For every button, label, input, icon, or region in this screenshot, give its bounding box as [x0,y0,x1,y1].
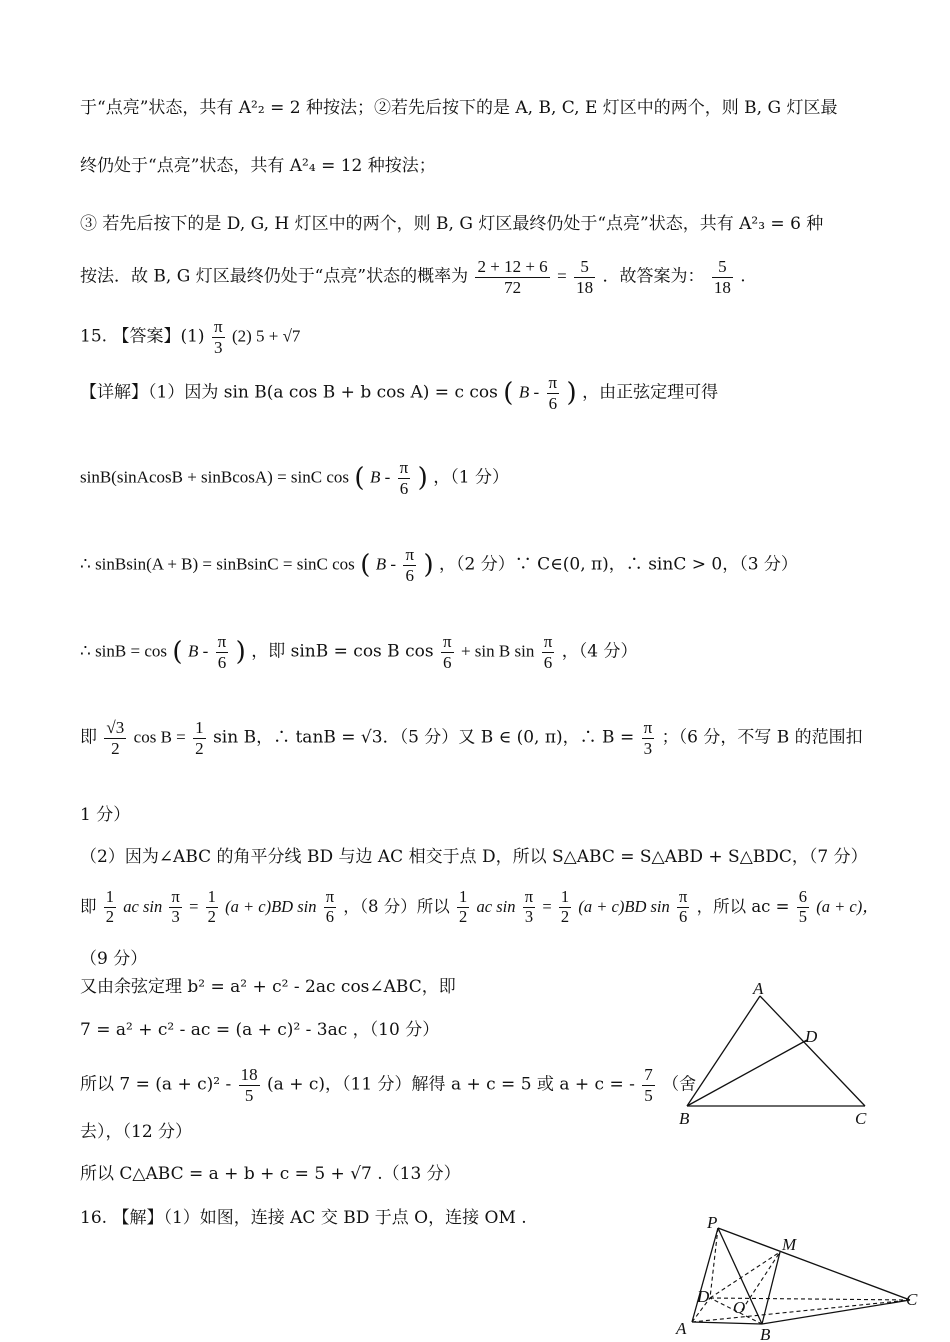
label-p: P [707,1213,718,1232]
text-segment: 按法．故 B, G 灯区最终仍处于“点亮”状态的概率为 [80,266,469,287]
edge-pd [710,1228,718,1298]
text-line-8: ∴ sinBsin(A + B) = sinBsinC = sinC cos ( B - $\frac{\pi}{6}$ ) ，（2 分）∵ C∈(0, π)，∴ sinC > 0，（3 分） [80,545,798,585]
edge-pa [692,1228,718,1322]
fraction: $\frac{5}{18}$ [576,257,594,297]
fraction: $\frac{1}{2}$ [459,887,468,926]
text-segment: sinB(sinAcosB + sinBcosA) = sinC cos [80,467,349,487]
text-segment: cos B = [133,727,186,747]
text-segment: ，（8 分）所以 [343,896,450,916]
fraction: $\frac{5}{18}$ [713,257,731,297]
label-b2: B [760,1325,771,1342]
text-line-16: 7 = a² + c² - ac = (a + c)² - 3ac ，（10 分） [80,1020,440,1040]
text-segment: ，由正弦定理可得 [582,382,719,403]
question-15-answer [80,317,300,357]
text-line-17 [80,1065,696,1105]
text-segment: (a + c)，（11 分）解得 a + c = 5 或 a + c = - [267,1074,635,1095]
text-line-11: 1 分） [80,805,131,825]
text-line-1: 于“点亮”状态，共有 A²₂ = 2 种按法；②若先后按下的是 A, B, C, E 灯区中的两个，则 B, G 灯区最 [80,98,838,118]
fraction: $\frac{2 + 12 + 6}{72}$ [477,257,548,297]
text-line-15: 又由余弦定理 b² = a² + c² - 2ac cos∠ABC，即 [80,977,456,997]
text-line-9: ∴ sinB = cos ( B - $\frac{\pi}{6}$ ) ，即 sinB = cos B cos $\frac{\pi}{6}$ + sin B sin $\frac{\pi}{6}$ ，（4 分） [80,632,638,672]
text-segment: ，所以 ac = [696,896,790,916]
text-segment: = [189,896,199,916]
text-segment: ac sin [476,896,516,916]
text-line-14: （9 分） [80,949,148,969]
text-line-4 [80,257,746,297]
text-segment: (a + c)， [816,896,879,916]
text-segment: ，（4 分） [561,641,638,662]
text-segment: = [542,896,552,916]
fraction: $\frac{1}{2}$ [560,887,570,926]
text-segment: ，（1 分） [433,467,509,488]
text-segment: = [557,266,567,286]
fraction: $\frac{\pi}{6}$ [325,887,335,926]
fraction: $\frac{\pi}{6}$ [405,545,415,585]
label-c: C [855,1109,867,1128]
text-segment: ∴ sinB = cos [80,641,167,661]
text-segment: 所以 7 = (a + c)² - [80,1074,232,1095]
fraction: $\frac{1}{2}$ [195,718,204,758]
pyramid-figure [670,1212,920,1342]
text-segment: ，（2 分）∵ C∈(0, π)，∴ sinC > 0，（3 分） [439,554,798,575]
label-o: O [733,1298,746,1317]
fraction: $\frac{√3}{2}$ [106,718,125,758]
fraction: $\frac{\pi}{6}$ [217,632,227,672]
text-segment: ，即 sinB = cos B cos [251,641,434,662]
text-segment: ；（6 分，不写 B 的范围扣 [661,727,863,748]
segment-om [742,1252,780,1310]
text-segment: ．故答案为： [602,266,705,287]
edge-ab [692,1322,762,1324]
edge-pc [718,1228,910,1300]
text-line-13 [80,888,879,927]
fraction: $\frac{7}{5}$ [644,1065,653,1105]
text-segment: . [740,266,746,287]
text-segment: B - [187,641,209,661]
text-segment: + sin B sin [460,641,535,661]
fraction: $\frac{\pi}{6}$ [399,458,409,498]
label-m: M [782,1235,797,1254]
fraction: $\frac{\pi}{3}$ [643,718,653,758]
fraction: $\frac{\pi}{6}$ [543,632,553,672]
triangle-figure [675,980,875,1130]
side-ac [760,996,865,1106]
label-c2: C [906,1290,918,1309]
text-segment: B - [375,554,397,574]
text-segment: (a + c)BD sin [225,896,317,916]
diagonal-ac [692,1300,910,1322]
side-ab [687,996,760,1106]
text-line-7: sinB(sinAcosB + sinBcosA) = sinC cos ( B - $\frac{\pi}{6}$ ) ，（1 分） [80,458,509,498]
text-line-2: 终仍处于“点亮”状态，共有 A²₄ = 12 种按法； [80,156,436,176]
text-segment: (2) 5 + √7 [231,326,301,346]
fraction: $\frac{\pi}{3}$ [171,887,180,926]
segment-dm [710,1252,780,1298]
text-line-3: ③ 若先后按下的是 D, G, H 灯区中的两个，则 B, G 灯区最终仍处于“点亮”状态，共有 A²₃ = 6 种 [80,214,824,234]
fraction: $\frac{\pi}{6}$ [548,373,558,413]
edge-bc [762,1300,910,1324]
fraction: $\frac{1}{2}$ [105,887,114,926]
fraction: $\frac{\pi}{3}$ [213,317,223,357]
text-segment: 【详解】（1）因为 sin B(a cos B + b cos A) = c cos [80,382,498,403]
fraction: $\frac{6}{5}$ [798,887,807,926]
text-line-18: 去），（12 分） [80,1122,193,1142]
text-segment: 即 [80,896,97,916]
text-segment: 15. 【答案】(1) [80,326,205,347]
text-segment: sin B，∴ tanB = √3．（5 分）又 B ∈ (0, π)，∴ B = [213,727,635,748]
text-segment: B - [369,467,391,487]
label-b: B [679,1109,690,1128]
text-segment: 即 [80,727,97,748]
question-16: 16. 【解】（1）如图，连接 AC 交 BD 于点 O，连接 OM . [80,1208,527,1228]
fraction: $\frac{1}{2}$ [207,887,216,926]
label-a: A [753,980,764,998]
text-segment: B - [518,382,540,402]
bisector-bd [687,1040,807,1106]
fraction: $\frac{\pi}{3}$ [524,887,534,926]
fraction: $\frac{\pi}{6}$ [679,887,688,926]
text-segment: ac sin [123,896,163,916]
text-segment: ∴ sinBsin(A + B) = sinBsinC = sinC cos [80,554,355,574]
text-line-10 [80,718,863,758]
text-line-6: 【详解】（1）因为 sin B(a cos B + b cos A) = c cos ( B - $\frac{\pi}{6}$ ) ，由正弦定理可得 [80,373,719,413]
text-line-12: （2）因为∠ABC 的角平分线 BD 与边 AC 相交于点 D，所以 S△ABC = S△ABD + S△BDC，（7 分） [80,847,868,867]
label-d2: D [697,1287,710,1306]
text-segment: （舍 [662,1074,697,1095]
text-segment: (a + c)BD sin [578,896,670,916]
fraction: $\frac{18}{5}$ [240,1065,258,1105]
label-a2: A [676,1319,687,1338]
text-line-19: 所以 C△ABC = a + b + c = 5 + √7 .（13 分） [80,1164,461,1184]
label-d: D [805,1027,818,1046]
fraction: $\frac{\pi}{6}$ [442,632,452,672]
